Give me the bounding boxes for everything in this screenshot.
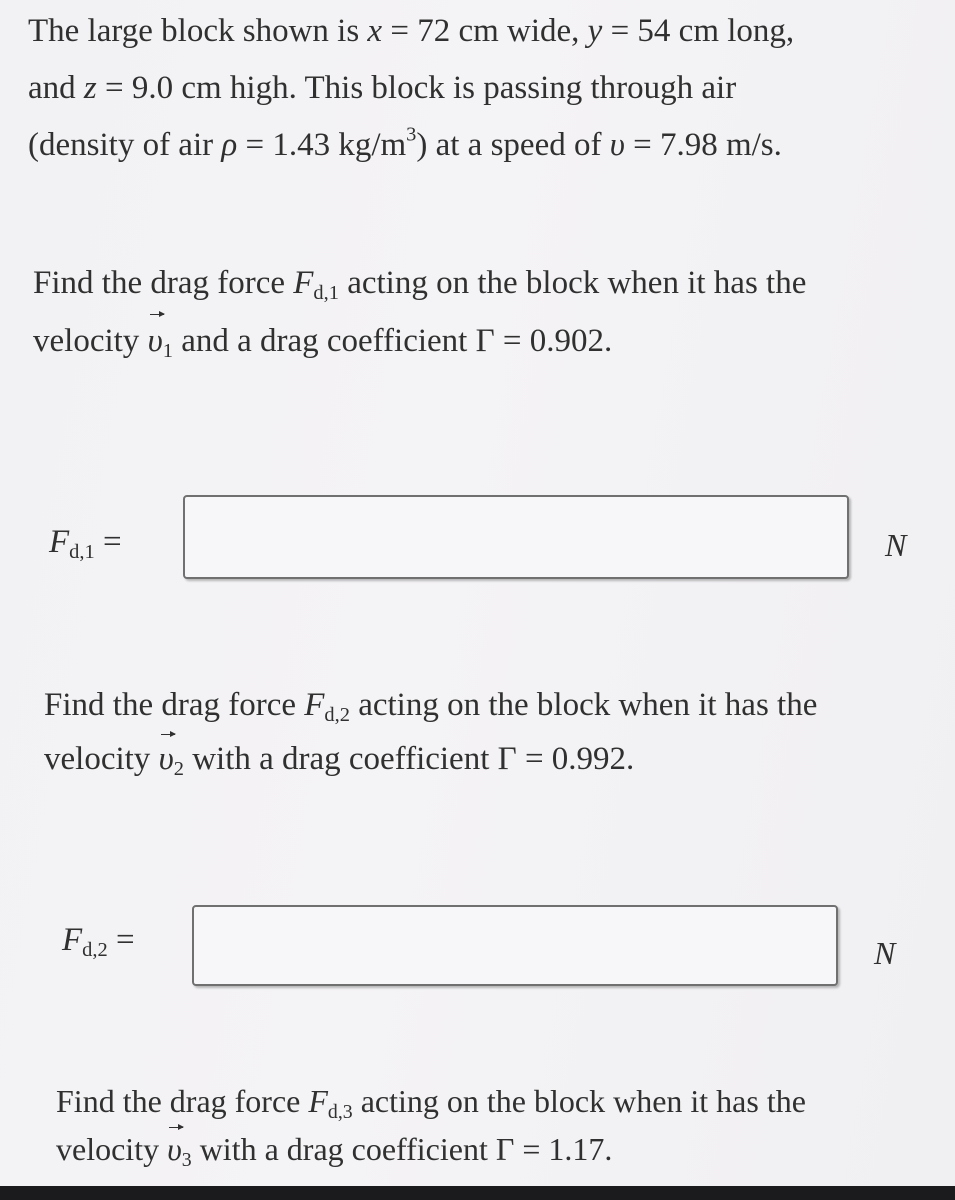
force-symbol: F	[293, 265, 314, 301]
part-1-answer-label	[49, 524, 122, 564]
text: ) at a speed of	[416, 127, 610, 163]
part-2-answer-label	[62, 922, 135, 962]
text: velocity	[33, 323, 148, 359]
text: = 1.43 kg/m	[237, 127, 407, 163]
part-1-unit: N	[885, 527, 907, 563]
text: with a drag coefficient Γ = 1.17.	[191, 1131, 613, 1167]
velocity-subscript: 1	[162, 340, 173, 363]
velocity-vector: υ	[167, 1125, 182, 1173]
speed-variable: υ	[609, 127, 625, 163]
screen-bottom-edge	[0, 1186, 955, 1200]
text: Find the drag force	[56, 1083, 309, 1119]
text: = 72 cm wide,	[382, 13, 588, 49]
text: Find the drag force	[33, 265, 294, 301]
text: velocity	[44, 741, 159, 777]
text: = 9.0 cm high. This block is passing through air	[96, 70, 737, 106]
text: and	[28, 70, 84, 106]
force-symbol: F	[49, 524, 70, 560]
part-3-line-1	[56, 1077, 806, 1125]
problem-statement	[28, 3, 794, 174]
y-variable: y	[587, 13, 603, 49]
text: (density of air	[28, 127, 222, 163]
text: and a drag coefficient Γ = 0.902.	[172, 323, 613, 359]
part-1-line-2	[33, 312, 806, 370]
text: with a drag coefficient Γ = 0.992.	[183, 741, 635, 777]
problem-line-2	[28, 60, 794, 117]
force-symbol: F	[62, 922, 83, 958]
text: The large block shown is	[28, 13, 368, 49]
exponent: 3	[406, 123, 417, 146]
text: acting on the block when it has the	[349, 687, 818, 723]
force-symbol: F	[308, 1083, 328, 1119]
part-1-line-1	[33, 254, 806, 312]
part-2-answer-input[interactable]	[192, 905, 838, 986]
problem-line-1	[28, 3, 794, 60]
part-2-line-1	[44, 678, 817, 732]
text: velocity	[56, 1131, 168, 1167]
part-1-answer-input[interactable]	[183, 495, 849, 579]
part-1-question	[33, 254, 806, 370]
equals-sign: =	[107, 922, 135, 958]
velocity-subscript: 2	[173, 758, 184, 781]
part-2-unit: N	[874, 935, 896, 971]
velocity-vector: υ	[159, 732, 174, 786]
part-2-question	[44, 678, 817, 786]
velocity-vector: υ	[148, 312, 163, 370]
part-3-question	[56, 1077, 806, 1173]
rho-symbol: ρ	[221, 127, 238, 163]
text: acting on the block when it has the	[352, 1083, 806, 1119]
force-subscript: d,2	[324, 704, 350, 727]
velocity-subscript: 3	[181, 1148, 192, 1171]
z-variable: z	[83, 70, 97, 106]
text: acting on the block when it has the	[338, 265, 807, 301]
part-2-line-2	[44, 732, 817, 786]
text: = 54 cm long,	[602, 13, 795, 49]
force-symbol: F	[304, 687, 325, 723]
force-subscript: d,2	[82, 939, 108, 962]
force-subscript: d,1	[69, 541, 95, 564]
text: Find the drag force	[44, 687, 305, 723]
text: = 7.98 m/s.	[624, 127, 782, 163]
equals-sign: =	[94, 524, 122, 560]
part-3-line-2	[56, 1125, 806, 1173]
force-subscript: d,1	[313, 282, 339, 305]
x-variable: x	[367, 13, 383, 49]
force-subscript: d,3	[327, 1100, 353, 1123]
problem-line-3	[28, 117, 794, 174]
